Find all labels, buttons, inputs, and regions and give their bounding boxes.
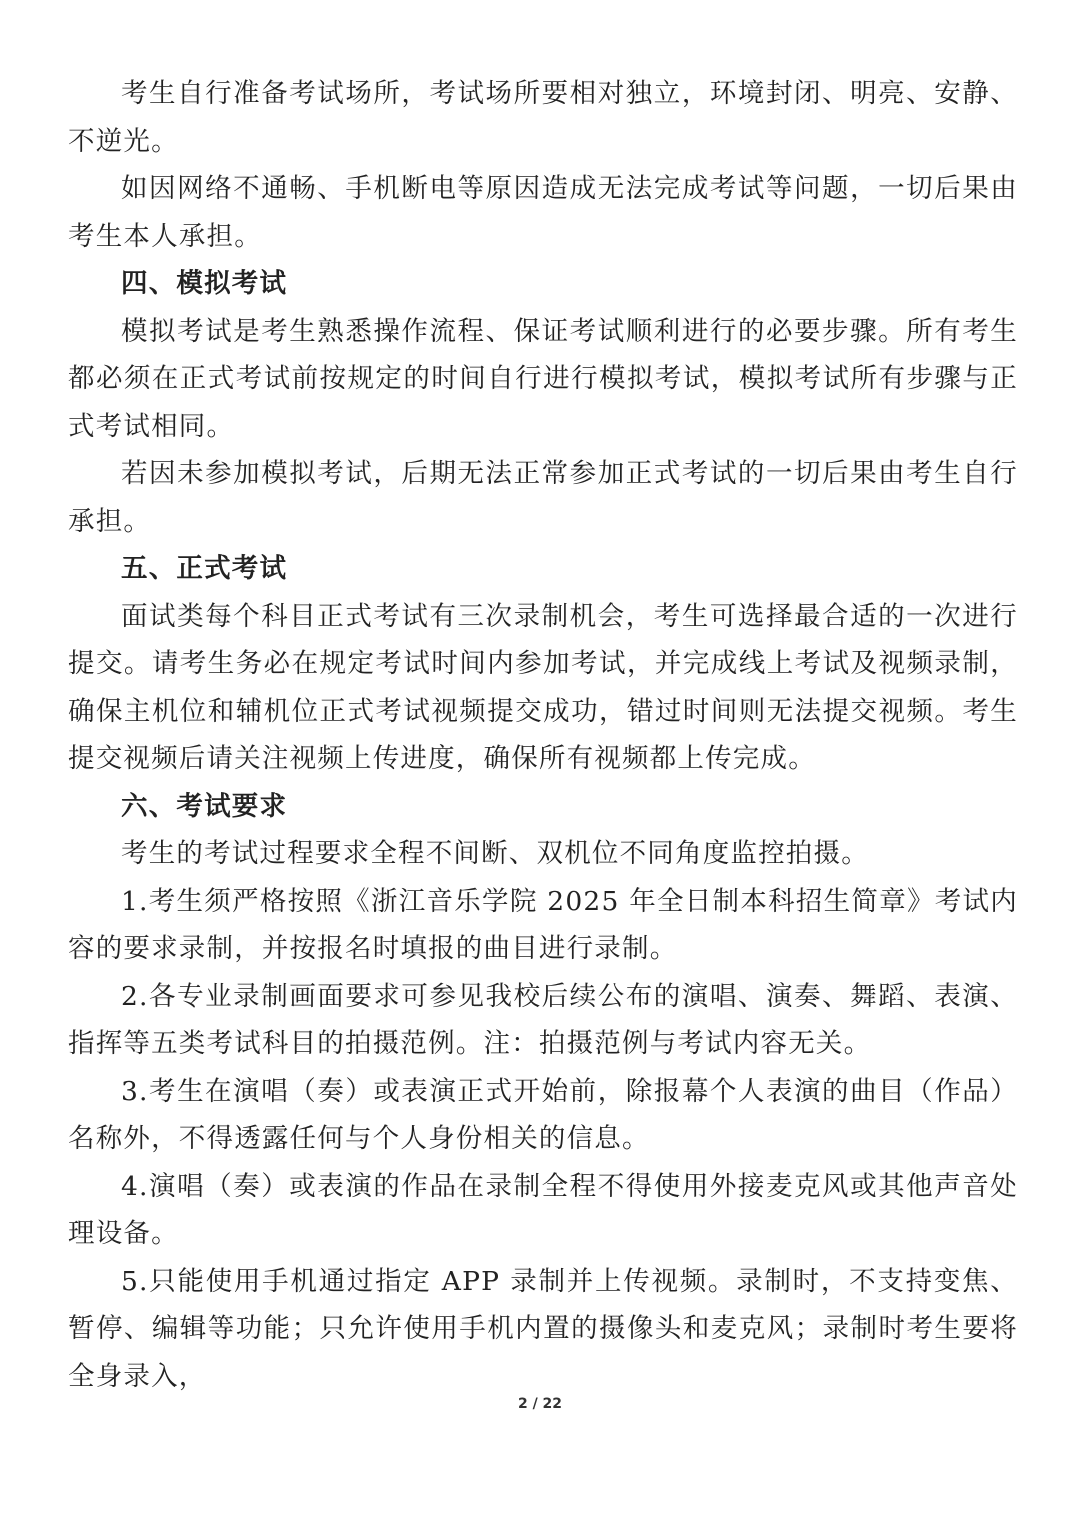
requirement-item-2: 2.各专业录制画面要求可参见我校后续公布的演唱、演奏、舞蹈、表演、指挥等五类考试科目的拍摄范例。注：拍摄范例与考试内容无关。	[68, 980, 1018, 1059]
section-heading-formal-exam: 五、正式考试	[121, 553, 288, 584]
paragraph-network-liability: 如因网络不通畅、手机断电等原因造成无法完成考试等问题，一切后果由考生本人承担。	[68, 173, 1018, 252]
requirement-item-5: 5.只能使用手机通过指定 APP 录制并上传视频。录制时，不支持变焦、暂停、编辑等功能；只允许使用手机内置的摄像头和麦克风；录制时考生要将全身录入，	[68, 1265, 1018, 1392]
paragraph-formal-exam-recording: 面试类每个科目正式考试有三次录制机会，考生可选择最合适的一次进行提交。请考生务必在规定考试时间内参加考试，并完成线上考试及视频录制，确保主机位和辅机位正式考试视频提交成功，错过时间则无法提交视频。考生提交视频后请关注视频上传进度，确保所有视频都上传完成。	[68, 600, 1018, 774]
requirement-item-4: 4.演唱（奏）或表演的作品在录制全程不得使用外接麦克风或其他声音处理设备。	[68, 1170, 1018, 1249]
requirement-item-3: 3.考生在演唱（奏）或表演正式开始前，除报幕个人表演的曲目（作品）名称外，不得透露任何与个人身份相关的信息。	[68, 1075, 1018, 1154]
section-heading-mock-exam: 四、模拟考试	[121, 268, 288, 299]
paragraph-exam-venue: 考生自行准备考试场所，考试场所要相对独立，环境封闭、明亮、安静、不逆光。	[68, 78, 1018, 157]
paragraph-mock-exam-steps: 模拟考试是考生熟悉操作流程、保证考试顺利进行的必要步骤。所有考生都必须在正式考试前按规定的时间自行进行模拟考试，模拟考试所有步骤与正式考试相同。	[68, 315, 1018, 442]
paragraph-requirements-intro: 考生的考试过程要求全程不间断、双机位不同角度监控拍摄。	[121, 838, 869, 869]
section-heading-exam-requirements: 六、考试要求	[121, 790, 288, 822]
page-number: 2 / 22	[517, 1396, 563, 1412]
page-content	[68, 70, 1018, 1400]
paragraph-mock-exam-liability: 若因未参加模拟考试，后期无法正常参加正式考试的一切后果由考生自行承担。	[68, 458, 1018, 537]
requirement-item-1: 1.考生须严格按照《浙江音乐学院 2025 年全日制本科招生简章》考试内容的要求录制，并按报名时填报的曲目进行录制。	[68, 885, 1018, 964]
